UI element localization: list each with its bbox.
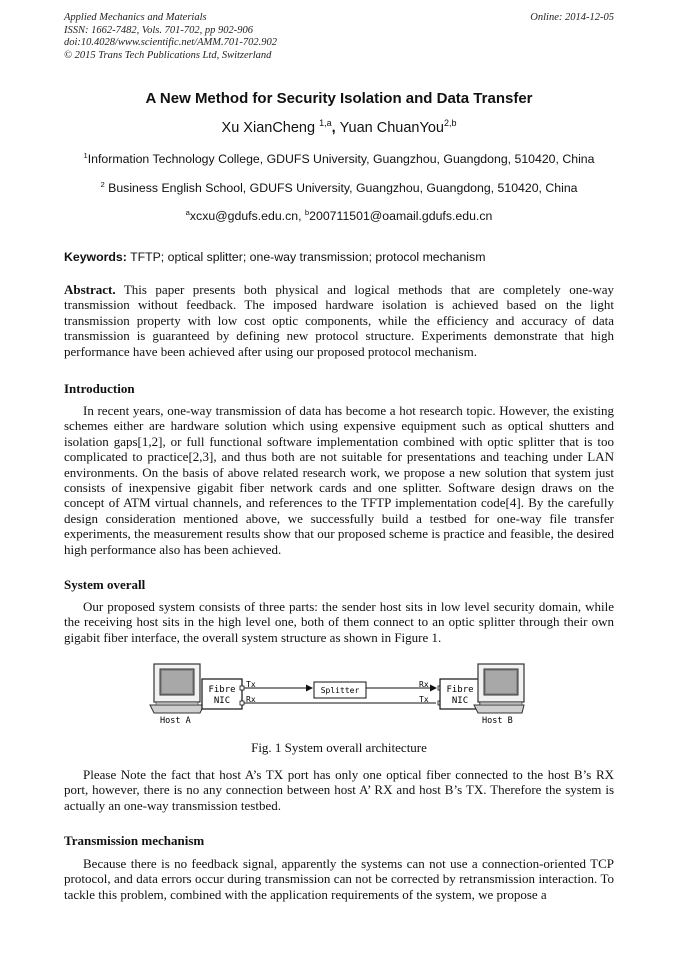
system-note-paragraph: Please Note the fact that host A’s TX port has only one optical fiber connected to the host B’s RX port, however, there is no any connection between host A’ RX and host B’s TX. Therefore the system is actually an one-way transmission testbed. (64, 767, 614, 813)
host-b-tx-label: Tx (419, 695, 429, 704)
transmission-paragraph: Because there is no feedback signal, apparently the systems can not use a connection-oriented TCP protocol, and data errors occur during transmission can not be corrected by retransmission interaction. To tackle this problem, combined with the application requirements of the system, we propose a (64, 856, 614, 902)
host-a-computer-icon (150, 664, 204, 713)
journal-name: Applied Mechanics and Materials (64, 12, 207, 23)
email-a: xcxu@gdufs.edu.cn, (189, 209, 305, 223)
copyright-line: © 2015 Trans Tech Publications Ltd, Switzerland (64, 49, 272, 61)
email-b: 200711501@oamail.gdufs.edu.cn (309, 209, 493, 223)
system-architecture-figure (146, 661, 526, 729)
author-1: Xu XianCheng (221, 120, 320, 136)
authors-line (0, 120, 678, 136)
nic-b-label-line1: Fibre (446, 685, 474, 695)
host-b-rx-label: Rx (419, 680, 429, 689)
email-b-sup: b (304, 207, 310, 217)
splitter-label: Splitter (320, 686, 360, 695)
issn-line: ISSN: 1662-7482, Vols. 701-702, pp 902-906 (64, 24, 253, 36)
host-b-computer-icon (474, 664, 524, 713)
figure-1-caption: Fig. 1 System overall architecture (251, 740, 427, 755)
introduction-paragraph: In recent years, one-way transmission of data has become a hot research topic. However, the existing schemes either are hardware solution which using expensive equipment such as optical shutters and isolation gaps[1,2], or full functional software implementation combined with optic splitter that is too complicated to practice[2,3], and thus both are not suitable for presentations and teaching under LAN environments. On the basis of above related research work, we propose a new solution that system just consists of inexpensive gigabit fiber network cards and one splitter. Software design draws on the concept of ATM virtual channels, and references to the TFTP implementation code[4]. By the carefully design consideration mentioned above, we successfully build a testbed for one-way file transfer experiments, the measurement results show that our proposed scheme is practice and feasible, the desired high performance also has been achieved. (64, 403, 614, 557)
author-separator: , (331, 120, 340, 136)
transmission-heading: Transmission mechanism (64, 833, 205, 848)
host-b-label: Host B (482, 716, 513, 726)
abstract (64, 282, 614, 359)
nic-a-label-line2: NIC (213, 696, 231, 706)
host-a-tx-port (240, 686, 244, 690)
author-2-affiliation: 2,b (443, 118, 457, 129)
system-overall-heading: System overall (64, 577, 146, 592)
affiliation-2-sup: 2 (100, 179, 105, 189)
host-a-rx-port (240, 701, 244, 705)
affiliation-1 (0, 152, 678, 166)
affiliation-1-sup: 1 (83, 150, 88, 160)
affiliation-1-text: Information Technology College, GDUFS University, Guangzhou, Guangdong, 510420, China (87, 152, 595, 166)
journal-header (64, 12, 277, 62)
email-a-sup: a (185, 207, 190, 217)
affiliation-2-text: Business English School, GDUFS University, Guangzhou, Guangdong, 510420, China (104, 181, 578, 195)
affiliation-2 (0, 181, 678, 195)
host-a-tx-label: Tx (246, 680, 256, 689)
system-overall-paragraph: Our proposed system consists of three parts: the sender host sits in low level security domain, while the receiving host sits in the high level one, both of them connect to an optic splitter through their own gigabit fiber interface, the overall system structure as shown in Figure 1. (64, 599, 614, 645)
keywords-text: TFTP; optical splitter; one-way transmission; protocol mechanism (126, 250, 486, 264)
emails-line (0, 209, 678, 223)
abstract-label: Abstract. (64, 282, 116, 297)
host-a-rx-label: Rx (246, 695, 256, 704)
host-a-label: Host A (160, 716, 191, 726)
keywords (64, 250, 485, 264)
author-2: Yuan ChuanYou (339, 120, 444, 136)
abstract-text: This paper presents both physical and logical methods that are completely one-way transmission without feedback. The imposed hardware isolation is achieved based on the light transmission property with low cost optic components, while the efficiency and accuracy of data transmission is guaranteed by defining new protocol structure. Experiments demonstrate that high performance have been achieved after using our proposed protocol mechanism. (64, 282, 614, 359)
nic-b-label-line2: NIC (451, 696, 469, 706)
doi-line: doi:10.4028/www.scientific.net/AMM.701-702.902 (64, 37, 277, 48)
keywords-label: Keywords: (64, 250, 127, 264)
paper-title: A New Method for Security Isolation and Data Transfer (145, 90, 533, 107)
online-date: Online: 2014-12-05 (530, 12, 614, 23)
introduction-heading: Introduction (64, 381, 135, 396)
nic-a-label-line1: Fibre (208, 685, 236, 695)
author-1-affiliation: 1,a (319, 118, 332, 129)
